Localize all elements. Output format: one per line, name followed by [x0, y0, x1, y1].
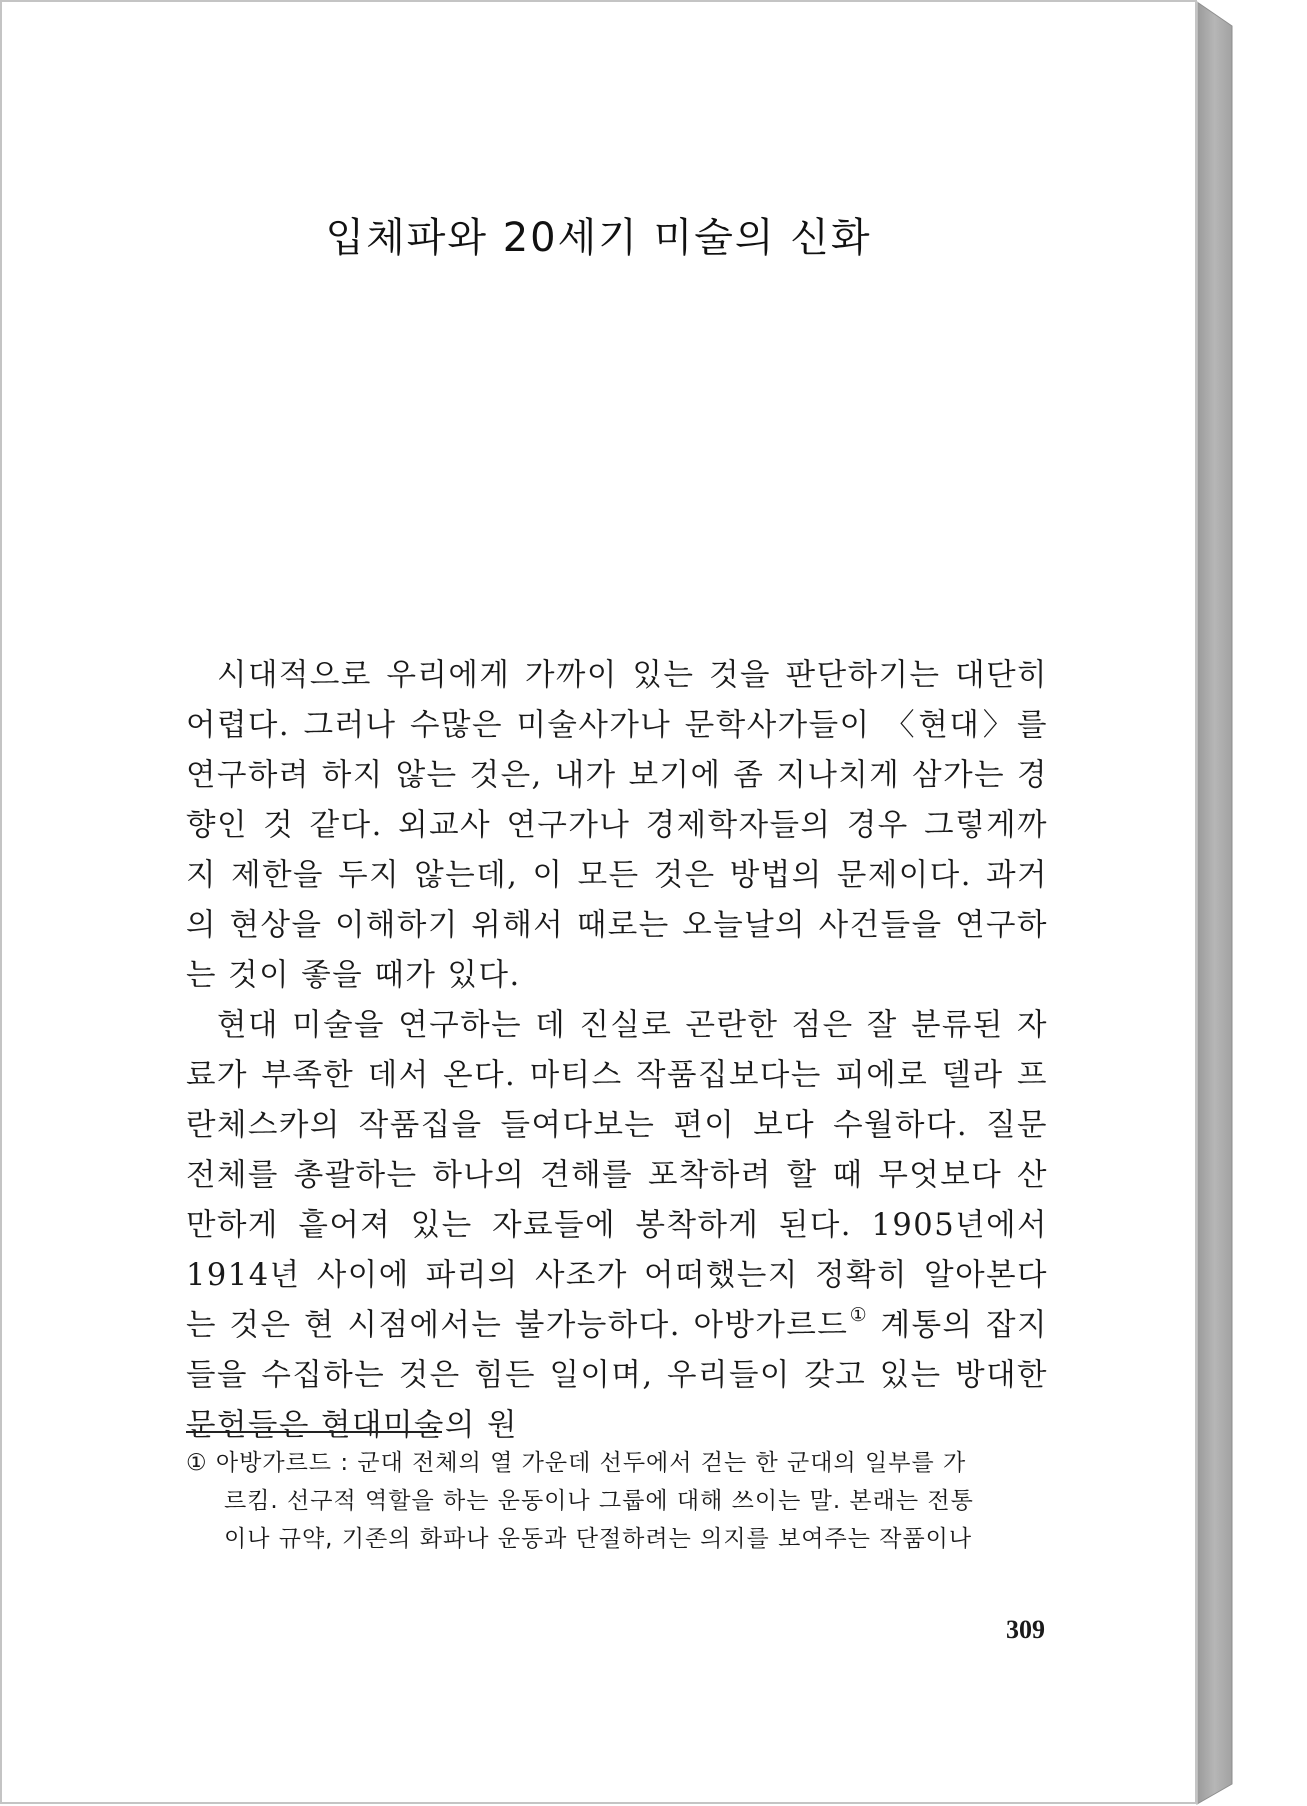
- chapter-title: 입체파와 20세기 미술의 신화: [325, 215, 872, 261]
- paragraph-2: [186, 1001, 1048, 1451]
- footnote-line: ① 아방가르드 : 군대 전체의 열 가운데 선두에서 걷는 한 군대의 일부를 가: [186, 1450, 967, 1476]
- footnote-divider: [186, 1431, 442, 1433]
- page-number: 309: [1006, 1615, 1045, 1644]
- footnote-line: 이나 규약, 기존의 화파나 운동과 단절하려는 의지를 보여주는 작품이나: [224, 1526, 973, 1552]
- paragraph-1: 시대적으로 우리에게 가까이 있는 것을 판단하기는 대단히 어렵다. 그러나 수많은 미술사가나 문학사가들이 〈현대〉를 연구하려 하지 않는 것은, 내가 보기에 좀 지나치게 삼가는 경향인 것 같다. 외교사 연구가나 경제학자들의 경우 그렇게까지 제한을 두지 않는데, 이 모든 것은 방법의 문제이다. 과거의 현상을 이해하기 위해서 때로는 오늘날의 사건들을 연구하는 것이 좋을 때가 있다.: [186, 658, 1048, 993]
- footnote-marker: ①: [848, 1304, 869, 1326]
- paragraph-2-start: 현대 미술을 연구하는 데 진실로 곤란한 점은 잘 분류된 자료가 부족한 데서 온다. 마티스 작품집보다는 피에로 델라 프란체스카의 작품집을 들여다보는 편이 보다 수월하다. 질문 전체를 총괄하는 하나의 견해를 포착하려 할 때 무엇보다 산만하게 흩어져 있는 자료들에 봉착하게 된다. 1905년에서 1914년 사이에 파리의 사조가 어떠했는지 정확히 알아본다는 것은 현 시점에서는 불가능하다. 아방가르드: [186, 1008, 1048, 1343]
- footnote: [186, 1444, 1048, 1558]
- paragraph-2-end: 계통의 잡지들을 수집하는 것은 힘든 일이며, 우리들이 갖고 있는 방대한 문헌들은 현대미술의 원: [186, 1308, 1048, 1443]
- body-text: [186, 651, 1048, 1451]
- footnote-line: 르킴. 선구적 역할을 하는 운동이나 그룹에 대해 쓰이는 말. 본래는 전통: [224, 1488, 974, 1514]
